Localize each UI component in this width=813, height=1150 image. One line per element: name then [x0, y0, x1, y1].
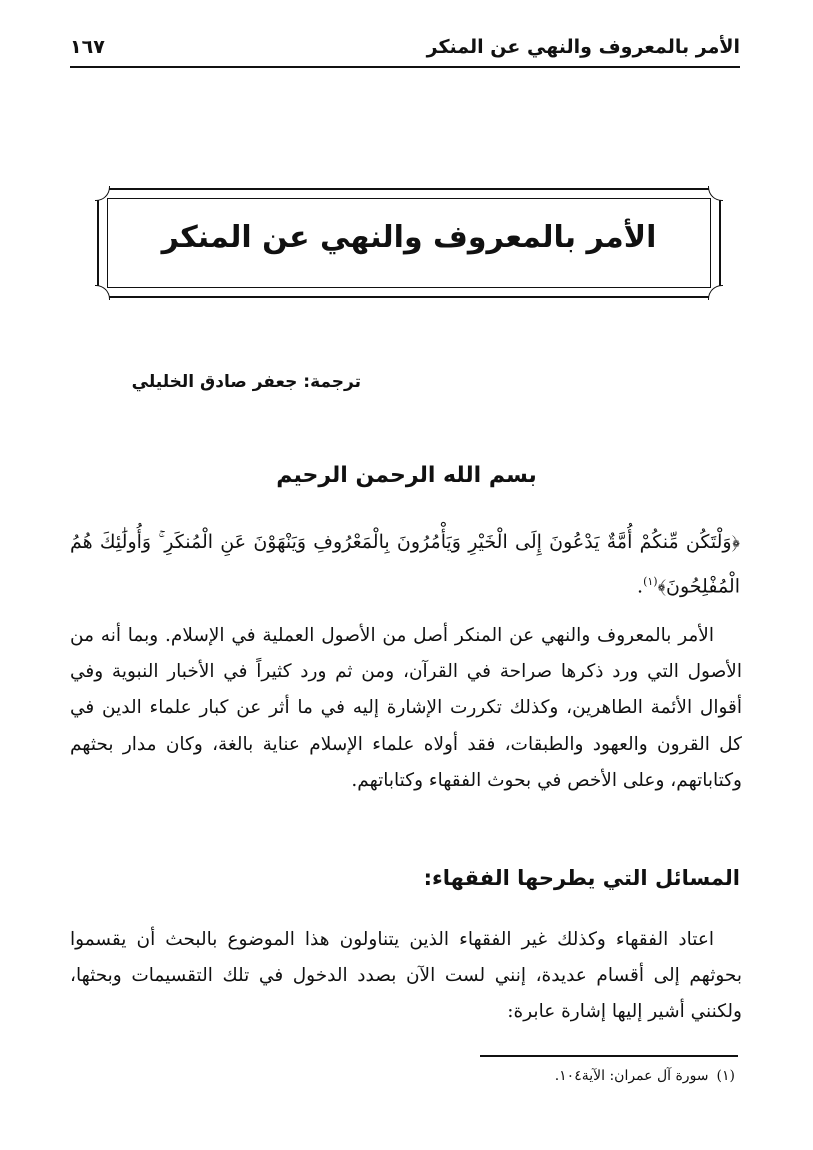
quran-verse	[70, 522, 740, 606]
chapter-title: الأمر بالمعروف والنهي عن المنكر	[161, 220, 657, 255]
footnote-marker: (١)	[716, 1068, 735, 1084]
section-heading: المسائل التي يطرحها الفقهاء:	[423, 866, 740, 890]
footnote-reference[interactable]: (١)	[643, 575, 658, 588]
translator-credit: ترجمة: جعفر صادق الخليلي	[131, 372, 361, 392]
footnote-rule	[480, 1055, 738, 1057]
footnote-text: سورة آل عمران: الآية١٠٤.	[554, 1068, 709, 1084]
paragraph-text: الأمر بالمعروف والنهي عن المنكر أصل من الأصول العملية في الإسلام. وبما أنه من الأصول التي ورد ذكرها صراحة في القرآن، ومن ثم ورد كثيراً في الأخبار النبوية وفي أقوال الأئمة الطاهرين، وكذلك تكررت الإشارة إليه في ما أثر عن كبار علماء الدين في كل القرون والعهود والطبقات، فقد أولاه علماء الإسلام عناية بالغة، وكان مدار بحثهم وكتاباتهم، وعلى الأخص في بحوث الفقهاء وكتاباتهم.	[70, 625, 742, 791]
header-rule	[70, 66, 740, 68]
basmala: بسم الله الرحمن الرحيم	[276, 463, 537, 488]
running-title: الأمر بالمعروف والنهي عن المنكر	[426, 36, 740, 58]
page-number: ١٦٧	[70, 36, 105, 58]
chapter-title-frame	[97, 188, 721, 298]
body-paragraph	[70, 618, 742, 799]
paragraph-text: اعتاد الفقهاء وكذلك غير الفقهاء الذين يتناولون هذا الموضوع بالبحث أن يقسموا بحوثهم إلى أقسام عديدة، إنني لست الآن بصدد الدخول في تلك التقسيمات وبحثها، ولكنني أشير إليها إشارة عابرة:	[70, 929, 742, 1023]
verse-end: .	[637, 575, 644, 598]
running-header	[70, 32, 740, 64]
verse-text: ﴿وَلْتَكُن مِّنكُمْ أُمَّةٌ يَدْعُونَ إِلَى الْخَيْرِ وَيَأْمُرُونَ بِالْمَعْرُوفِ وَيَنْهَوْنَ عَنِ الْمُنكَرِ ۚ وَأُولَٰئِكَ هُمُ الْمُفْلِحُونَ﴾	[70, 531, 740, 598]
body-paragraph	[70, 922, 742, 1031]
footnote	[555, 1068, 735, 1084]
